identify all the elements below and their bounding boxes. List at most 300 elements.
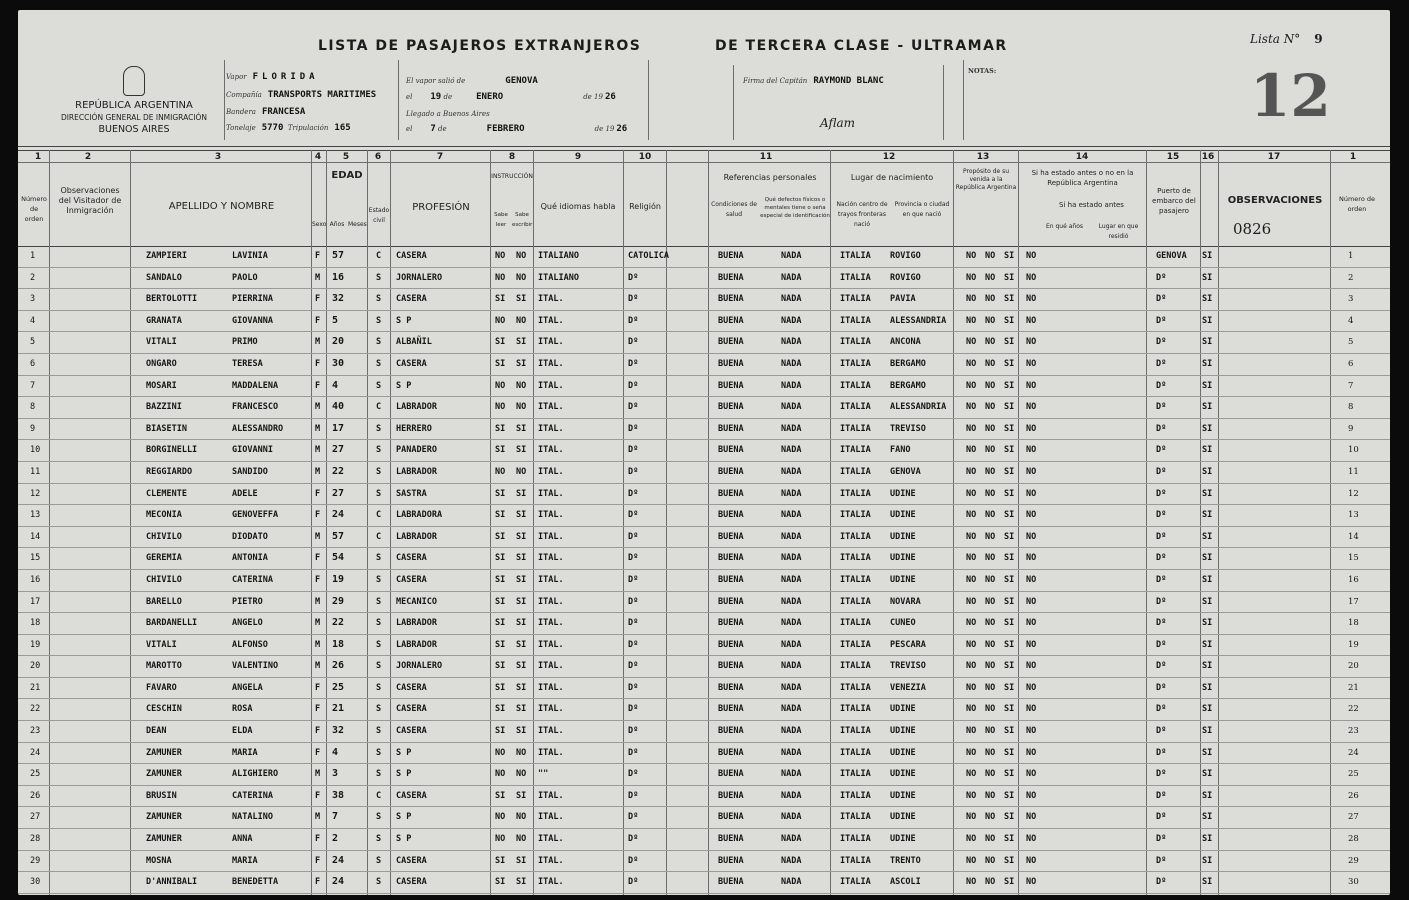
table-row bbox=[18, 872, 1390, 894]
row-puerto: Dº bbox=[1156, 380, 1167, 391]
table-row bbox=[18, 419, 1390, 441]
compania-field: Compañía TRANSPORTS MARITIMES bbox=[226, 90, 377, 100]
row-p1: NO bbox=[966, 402, 977, 413]
row-puerto: Dº bbox=[1156, 402, 1167, 413]
row-p2: NO bbox=[985, 337, 996, 348]
row-p4: NO bbox=[1026, 661, 1037, 672]
row-edad: 4 bbox=[332, 379, 339, 391]
row-nombre: NATALINO bbox=[232, 812, 273, 823]
row-religion: Dº bbox=[628, 682, 639, 693]
row-p3: SI bbox=[1004, 358, 1015, 369]
row-p2: NO bbox=[985, 769, 996, 780]
row-idioma: ITAL. bbox=[538, 834, 564, 845]
row-sexo: F bbox=[315, 726, 321, 737]
row-puerto: Dº bbox=[1156, 812, 1167, 823]
row-puerto: Dº bbox=[1156, 726, 1167, 737]
row-col16: SI bbox=[1202, 553, 1213, 564]
row-number: 2 bbox=[30, 272, 36, 283]
row-nacion: ITALIA bbox=[840, 618, 871, 629]
row-idioma: ITAL. bbox=[538, 812, 564, 823]
row-nombre: CATERINA bbox=[232, 790, 273, 801]
row-p1: NO bbox=[966, 510, 977, 521]
row-escribir: NO bbox=[516, 769, 527, 780]
row-provincia: PAVIA bbox=[890, 294, 916, 305]
row-nacion: ITALIA bbox=[840, 877, 871, 888]
row-number-right: 28 bbox=[1348, 834, 1359, 845]
row-p1: NO bbox=[966, 834, 977, 845]
col-idiomas: Qué idiomas habla bbox=[540, 202, 616, 211]
row-p1: NO bbox=[966, 337, 977, 348]
row-salud: BUENA bbox=[718, 704, 744, 715]
row-col16: SI bbox=[1202, 466, 1213, 477]
row-civil: S bbox=[376, 618, 382, 629]
colnum: 13 bbox=[976, 152, 990, 162]
row-escribir: NO bbox=[516, 834, 527, 845]
row-defectos: NADA bbox=[781, 531, 802, 542]
row-number: 6 bbox=[30, 358, 36, 369]
row-puerto: Dº bbox=[1156, 574, 1167, 585]
row-p3: SI bbox=[1004, 251, 1015, 261]
row-civil: C bbox=[376, 531, 382, 542]
row-p4: NO bbox=[1026, 380, 1037, 391]
row-idioma: ITAL. bbox=[538, 661, 564, 672]
row-defectos: NADA bbox=[781, 510, 802, 521]
row-religion: Dº bbox=[628, 423, 639, 434]
row-p2: NO bbox=[985, 272, 996, 283]
table-row bbox=[18, 462, 1390, 484]
row-apellido: ONGARO bbox=[146, 358, 177, 369]
row-provincia: ALESSANDRIA bbox=[890, 402, 947, 413]
row-p2: NO bbox=[985, 790, 996, 801]
table-row bbox=[18, 246, 1390, 268]
row-civil: S bbox=[376, 380, 382, 391]
row-defectos: NADA bbox=[781, 358, 802, 369]
row-escribir: SI bbox=[516, 510, 527, 521]
colnum: 8 bbox=[508, 152, 516, 162]
row-defectos: NADA bbox=[781, 337, 802, 348]
row-leer: SI bbox=[495, 423, 506, 434]
table-row bbox=[18, 613, 1390, 635]
row-escribir: NO bbox=[516, 466, 527, 477]
row-defectos: NADA bbox=[781, 251, 802, 261]
row-p2: NO bbox=[985, 812, 996, 823]
row-idioma: ITAL. bbox=[538, 747, 564, 758]
row-defectos: NADA bbox=[781, 769, 802, 780]
row-p2: NO bbox=[985, 574, 996, 585]
llegado-label: Llegado a Buenos Aires bbox=[406, 110, 490, 118]
row-nacion: ITALIA bbox=[840, 423, 871, 434]
row-edad: 30 bbox=[332, 357, 345, 369]
row-p2: NO bbox=[985, 682, 996, 693]
row-escribir: SI bbox=[516, 553, 527, 564]
table-row bbox=[18, 527, 1390, 549]
row-col16: SI bbox=[1202, 510, 1213, 521]
row-provincia: VENEZIA bbox=[890, 682, 926, 693]
row-edad: 4 bbox=[332, 746, 339, 758]
table-row bbox=[18, 678, 1390, 700]
row-leer: SI bbox=[495, 553, 506, 564]
colnum: 6 bbox=[374, 152, 382, 162]
row-nombre: ELDA bbox=[232, 726, 253, 737]
row-leer: NO bbox=[495, 380, 506, 391]
row-apellido: BARDANELLI bbox=[146, 618, 198, 629]
row-sexo: M bbox=[315, 769, 321, 780]
row-p3: SI bbox=[1004, 639, 1015, 650]
row-p4: NO bbox=[1026, 726, 1037, 737]
row-p4: NO bbox=[1026, 855, 1037, 866]
row-col16: SI bbox=[1202, 790, 1213, 801]
row-apellido: MECONIA bbox=[146, 510, 182, 521]
captain-signature: Aflam bbox=[820, 116, 855, 130]
row-p1: NO bbox=[966, 358, 977, 369]
row-idioma: ITAL. bbox=[538, 466, 564, 477]
row-leer: SI bbox=[495, 618, 506, 629]
row-salud: BUENA bbox=[718, 639, 744, 650]
table-row bbox=[18, 397, 1390, 419]
row-religion: Dº bbox=[628, 769, 639, 780]
row-salud: BUENA bbox=[718, 769, 744, 780]
row-religion: Dº bbox=[628, 574, 639, 585]
row-apellido: ZAMUNER bbox=[146, 747, 182, 758]
row-nombre: ALESSANDRO bbox=[232, 423, 284, 434]
row-nombre: ANTONIA bbox=[232, 553, 268, 564]
row-col16: SI bbox=[1202, 272, 1213, 283]
row-edad: 32 bbox=[332, 725, 345, 737]
row-nacion: ITALIA bbox=[840, 812, 871, 823]
row-p4: NO bbox=[1026, 358, 1037, 369]
col-sexo: Sexo bbox=[312, 221, 327, 228]
row-idioma: ITAL. bbox=[538, 726, 564, 737]
row-civil: S bbox=[376, 596, 382, 607]
col-profesion: PROFESIÓN bbox=[412, 202, 470, 213]
row-provincia: ROVIGO bbox=[890, 272, 921, 283]
row-nacion: ITALIA bbox=[840, 294, 871, 305]
row-apellido: ZAMUNER bbox=[146, 834, 182, 845]
row-idioma: ITAL. bbox=[538, 531, 564, 542]
row-p3: SI bbox=[1004, 661, 1015, 672]
row-p4: NO bbox=[1026, 704, 1037, 715]
row-defectos: NADA bbox=[781, 726, 802, 737]
colnum: 10 bbox=[638, 152, 652, 162]
row-nombre: TERESA bbox=[232, 358, 263, 369]
row-apellido: GRANATA bbox=[146, 315, 182, 326]
row-escribir: SI bbox=[516, 423, 527, 434]
row-p1: NO bbox=[966, 639, 977, 650]
row-salud: BUENA bbox=[718, 877, 744, 888]
row-p4: NO bbox=[1026, 510, 1037, 521]
row-profesion: S P bbox=[396, 812, 412, 823]
row-sexo: M bbox=[315, 639, 321, 650]
row-p1: NO bbox=[966, 251, 977, 261]
row-p3: SI bbox=[1004, 423, 1015, 434]
row-p1: NO bbox=[966, 790, 977, 801]
row-salud: BUENA bbox=[718, 726, 744, 737]
row-puerto: Dº bbox=[1156, 596, 1167, 607]
row-puerto: Dº bbox=[1156, 445, 1167, 456]
row-civil: S bbox=[376, 726, 382, 737]
row-idioma: ITAL. bbox=[538, 639, 564, 650]
row-p4: NO bbox=[1026, 315, 1037, 326]
row-provincia: ASCOLI bbox=[890, 877, 921, 888]
row-escribir: NO bbox=[516, 315, 527, 326]
row-number-right: 22 bbox=[1348, 704, 1359, 715]
row-leer: SI bbox=[495, 445, 506, 456]
row-p2: NO bbox=[985, 251, 996, 261]
vapor-field: Vapor FLORIDA bbox=[226, 72, 319, 82]
government-block bbox=[44, 60, 225, 138]
row-defectos: NADA bbox=[781, 574, 802, 585]
row-p3: SI bbox=[1004, 294, 1015, 305]
row-sexo: F bbox=[315, 704, 321, 715]
row-col16: SI bbox=[1202, 747, 1213, 758]
row-p3: SI bbox=[1004, 769, 1015, 780]
row-puerto: Dº bbox=[1156, 272, 1167, 283]
row-apellido: ZAMPIERI bbox=[146, 251, 187, 261]
row-puerto: Dº bbox=[1156, 423, 1167, 434]
row-p4: NO bbox=[1026, 639, 1037, 650]
salio-date: el 19 de ENERO de 19 26 bbox=[406, 92, 616, 102]
row-number: 21 bbox=[30, 682, 41, 693]
row-apellido: BRUSIN bbox=[146, 790, 177, 801]
row-civil: S bbox=[376, 294, 382, 305]
row-p4: NO bbox=[1026, 251, 1037, 261]
row-col16: SI bbox=[1202, 337, 1213, 348]
row-civil: S bbox=[376, 488, 382, 499]
table-row bbox=[18, 570, 1390, 592]
row-defectos: NADA bbox=[781, 402, 802, 413]
row-edad: 24 bbox=[332, 854, 345, 866]
row-nacion: ITALIA bbox=[840, 596, 871, 607]
row-nacion: ITALIA bbox=[840, 726, 871, 737]
row-religion: Dº bbox=[628, 639, 639, 650]
row-number-right: 3 bbox=[1348, 294, 1354, 305]
row-escribir: SI bbox=[516, 445, 527, 456]
row-religion: Dº bbox=[628, 618, 639, 629]
row-col16: SI bbox=[1202, 402, 1213, 413]
col-edad: EDAD bbox=[331, 170, 363, 181]
row-number: 19 bbox=[30, 639, 41, 650]
row-p2: NO bbox=[985, 531, 996, 542]
row-p3: SI bbox=[1004, 553, 1015, 564]
row-apellido: MOSNA bbox=[146, 855, 172, 866]
row-nombre: BENEDETTA bbox=[232, 877, 279, 888]
row-salud: BUENA bbox=[718, 747, 744, 758]
row-col16: SI bbox=[1202, 834, 1213, 845]
row-civil: S bbox=[376, 315, 382, 326]
row-civil: S bbox=[376, 877, 382, 888]
row-nacion: ITALIA bbox=[840, 661, 871, 672]
row-number-right: 10 bbox=[1348, 445, 1359, 456]
row-number: 23 bbox=[30, 726, 41, 737]
row-number-right: 8 bbox=[1348, 402, 1354, 413]
row-provincia: UDINE bbox=[890, 510, 916, 521]
row-defectos: NADA bbox=[781, 466, 802, 477]
row-provincia: UDINE bbox=[890, 726, 916, 737]
row-col16: SI bbox=[1202, 574, 1213, 585]
row-provincia: UDINE bbox=[890, 488, 916, 499]
row-sexo: M bbox=[315, 661, 321, 672]
row-nacion: ITALIA bbox=[840, 574, 871, 585]
row-nombre: GIOVANNA bbox=[232, 315, 273, 326]
row-p4: NO bbox=[1026, 682, 1037, 693]
row-nacion: ITALIA bbox=[840, 855, 871, 866]
row-number-right: 27 bbox=[1348, 812, 1359, 823]
row-edad: 2 bbox=[332, 833, 339, 845]
row-number-right: 13 bbox=[1348, 510, 1359, 521]
row-escribir: SI bbox=[516, 726, 527, 737]
row-salud: BUENA bbox=[718, 661, 744, 672]
row-salud: BUENA bbox=[718, 596, 744, 607]
row-p1: NO bbox=[966, 272, 977, 283]
row-idioma: ITAL. bbox=[538, 682, 564, 693]
row-sexo: F bbox=[315, 553, 321, 564]
row-number: 29 bbox=[30, 855, 41, 866]
row-nombre: GENOVEFFA bbox=[232, 510, 279, 521]
row-salud: BUENA bbox=[718, 358, 744, 369]
row-apellido: SANDALO bbox=[146, 272, 182, 283]
row-p3: SI bbox=[1004, 812, 1015, 823]
row-escribir: SI bbox=[516, 639, 527, 650]
row-puerto: Dº bbox=[1156, 769, 1167, 780]
table-row bbox=[18, 635, 1390, 657]
row-p1: NO bbox=[966, 812, 977, 823]
row-nombre: MADDALENA bbox=[232, 380, 279, 391]
row-p2: NO bbox=[985, 618, 996, 629]
row-leer: SI bbox=[495, 488, 506, 499]
row-nacion: ITALIA bbox=[840, 769, 871, 780]
row-civil: C bbox=[376, 402, 382, 413]
row-p3: SI bbox=[1004, 488, 1015, 499]
row-nacion: ITALIA bbox=[840, 358, 871, 369]
col-observaciones: OBSERVACIONES bbox=[1227, 195, 1323, 206]
col-numero-orden-right: Número de orden bbox=[1338, 195, 1375, 213]
row-number-right: 30 bbox=[1348, 877, 1359, 888]
row-apellido: MOSARI bbox=[146, 380, 177, 391]
row-profesion: LABRADOR bbox=[396, 531, 437, 542]
row-provincia: UDINE bbox=[890, 553, 916, 564]
row-puerto: Dº bbox=[1156, 790, 1167, 801]
table-row bbox=[18, 548, 1390, 570]
row-nombre: GIOVANNI bbox=[232, 445, 273, 456]
row-number-right: 6 bbox=[1348, 358, 1354, 369]
row-apellido: CHIVILO bbox=[146, 574, 182, 585]
row-p2: NO bbox=[985, 726, 996, 737]
row-nacion: ITALIA bbox=[840, 251, 871, 261]
row-leer: SI bbox=[495, 726, 506, 737]
row-religion: Dº bbox=[628, 790, 639, 801]
row-edad: 18 bbox=[332, 638, 345, 650]
row-p1: NO bbox=[966, 380, 977, 391]
row-religion: Dº bbox=[628, 531, 639, 542]
row-p1: NO bbox=[966, 726, 977, 737]
row-p4: NO bbox=[1026, 596, 1037, 607]
row-idioma: ITAL. bbox=[538, 488, 564, 499]
observaciones-stamp: 0826 bbox=[1233, 220, 1272, 238]
row-salud: BUENA bbox=[718, 272, 744, 283]
row-p2: NO bbox=[985, 639, 996, 650]
row-profesion: CASERA bbox=[396, 574, 427, 585]
row-salud: BUENA bbox=[718, 553, 744, 564]
row-idioma: ITAL. bbox=[538, 855, 564, 866]
row-nombre: ALFONSO bbox=[232, 639, 268, 650]
row-provincia: TRENTO bbox=[890, 855, 921, 866]
row-p2: NO bbox=[985, 445, 996, 456]
row-puerto: Dº bbox=[1156, 358, 1167, 369]
row-salud: BUENA bbox=[718, 315, 744, 326]
row-puerto: Dº bbox=[1156, 704, 1167, 715]
row-edad: 3 bbox=[332, 768, 339, 780]
row-col16: SI bbox=[1202, 294, 1213, 305]
row-col16: SI bbox=[1202, 531, 1213, 542]
row-civil: S bbox=[376, 855, 382, 866]
row-escribir: SI bbox=[516, 596, 527, 607]
row-number-right: 16 bbox=[1348, 574, 1359, 585]
row-edad: 19 bbox=[332, 573, 345, 585]
row-idioma: "" bbox=[538, 769, 549, 780]
row-salud: BUENA bbox=[718, 402, 744, 413]
row-defectos: NADA bbox=[781, 661, 802, 672]
row-sexo: M bbox=[315, 272, 321, 283]
row-salud: BUENA bbox=[718, 682, 744, 693]
row-defectos: NADA bbox=[781, 704, 802, 715]
row-col16: SI bbox=[1202, 704, 1213, 715]
colnum: 11 bbox=[759, 152, 773, 162]
row-apellido: CHIVILO bbox=[146, 531, 182, 542]
row-number: 18 bbox=[30, 618, 41, 629]
row-civil: S bbox=[376, 553, 382, 564]
row-number-right: 1 bbox=[1348, 251, 1354, 261]
row-religion: Dº bbox=[628, 704, 639, 715]
row-salud: BUENA bbox=[718, 855, 744, 866]
row-p3: SI bbox=[1004, 402, 1015, 413]
row-col16: SI bbox=[1202, 661, 1213, 672]
row-civil: S bbox=[376, 704, 382, 715]
row-defectos: NADA bbox=[781, 618, 802, 629]
row-leer: SI bbox=[495, 337, 506, 348]
row-salud: BUENA bbox=[718, 337, 744, 348]
row-nacion: ITALIA bbox=[840, 531, 871, 542]
row-religion: Dº bbox=[628, 553, 639, 564]
row-number-right: 11 bbox=[1348, 466, 1359, 477]
row-religion: Dº bbox=[628, 272, 639, 283]
row-salud: BUENA bbox=[718, 834, 744, 845]
row-p1: NO bbox=[966, 704, 977, 715]
row-number: 24 bbox=[30, 747, 41, 758]
row-p4: NO bbox=[1026, 337, 1037, 348]
col-sabe-leer: Sabe leer bbox=[494, 212, 508, 228]
row-col16: SI bbox=[1202, 618, 1213, 629]
row-apellido: GEREMIA bbox=[146, 553, 182, 564]
row-nombre: LAVINIA bbox=[232, 251, 268, 261]
row-salud: BUENA bbox=[718, 510, 744, 521]
row-p3: SI bbox=[1004, 618, 1015, 629]
col-en-que-anios: En qué años bbox=[1046, 223, 1083, 230]
row-idioma: ITAL. bbox=[538, 337, 564, 348]
row-sexo: F bbox=[315, 488, 321, 499]
row-apellido: ZAMUNER bbox=[146, 769, 182, 780]
row-defectos: NADA bbox=[781, 445, 802, 456]
row-provincia: UDINE bbox=[890, 769, 916, 780]
row-nombre: CATERINA bbox=[232, 574, 273, 585]
row-sexo: F bbox=[315, 380, 321, 391]
row-puerto: Dº bbox=[1156, 553, 1167, 564]
row-sexo: F bbox=[315, 790, 321, 801]
row-p4: NO bbox=[1026, 574, 1037, 585]
row-puerto: Dº bbox=[1156, 639, 1167, 650]
row-edad: 7 bbox=[332, 811, 339, 823]
row-nombre: MARIA bbox=[232, 747, 258, 758]
row-idioma: ITAL. bbox=[538, 574, 564, 585]
